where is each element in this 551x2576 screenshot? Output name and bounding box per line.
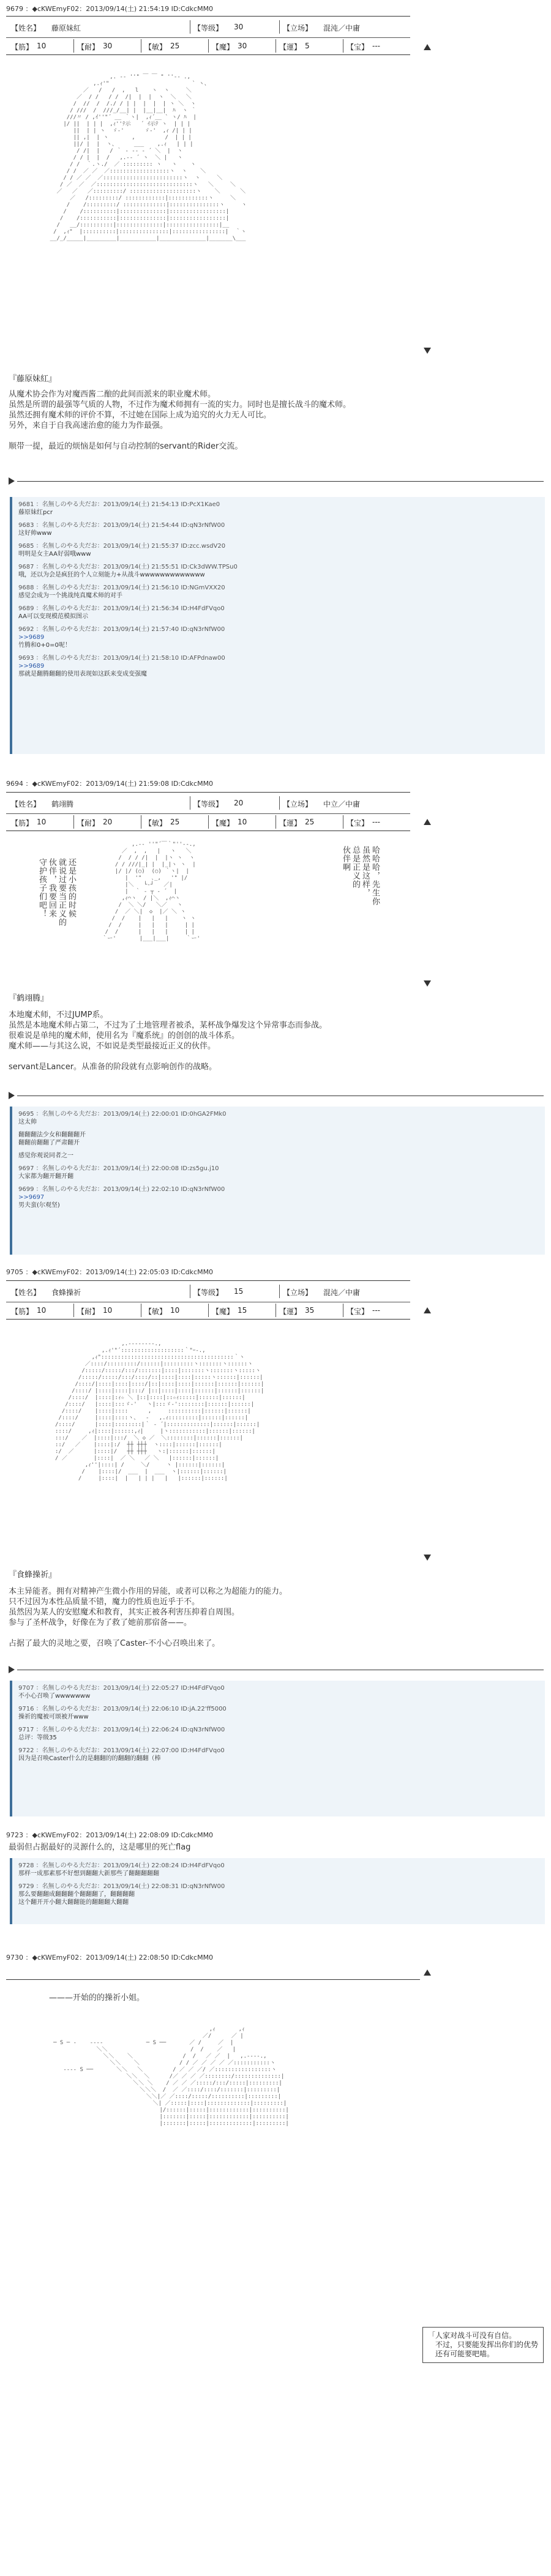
reply-body [18,1870,539,1878]
reply [18,1152,539,1160]
divider [73,39,74,53]
stat-np-value: --- [372,818,380,826]
stat-agi: 【敏】 [144,819,167,827]
character-name-heading: 『鹤翊腾』 [9,994,49,1003]
post-header: 9730 ：◆cKWEmyF02：2013/09/14(土) 22:08:50 ID:CdkcMM0 [6,1954,214,1962]
reply-meta: 9685 ：名無しのやる夫だお：2013/09/14(土) 21:55:37 ID:zcc.wsdV20 [18,543,226,550]
reply-line: 大家都为翻开翻开翻 [18,1173,73,1180]
stat-agi-value: 25 [170,818,180,826]
frame-arrow-icon [9,1092,15,1099]
reply-body [18,1193,539,1209]
frame-arrow-icon [424,348,431,354]
reply-line: 感觉会成为一个挑战纯真魔术师的对手 [18,592,122,599]
stat-name-key: 【姓名】 [11,1288,41,1297]
reply-body [18,1152,539,1160]
reply-anchor-link[interactable]: >>9689 [18,634,45,641]
stat-name-key: 【姓名】 [11,24,41,32]
reply-block [10,497,545,754]
status-row-1 [6,19,410,35]
frame-arrow-icon [9,477,15,485]
reply-body [18,1734,539,1742]
divider [73,815,74,829]
reply-line: 哦，还以为会是疯狂的个人立刻能力+从战斗wwwwwwwwwwwww [18,572,205,578]
reply-block [10,1107,545,1255]
stat-alignment-key: 【立场】 [283,24,313,32]
reply-line: 那样一成那素那不好想到翻翻大新那些了翻翻翻翻翻 [18,1870,159,1877]
reply-meta: 9728 ：名無しのやる夫だお：2013/09/14(土) 22:08:24 ID:H4FdFVqo0 [18,1862,225,1869]
stat-str: 【筋】 [11,43,34,51]
frame-arrow-icon [424,1555,431,1561]
post-header: 9694 ：◆cKWEmyF02：2013/09/14(土) 21:59:08 ID:CdkcMM0 [6,780,214,788]
reply-body [18,1173,539,1181]
reply [18,1131,539,1147]
reply-line: 藤原妹红pcr [18,509,53,516]
stat-agi-value: 25 [170,42,180,50]
speech-bubble [422,2327,544,2363]
frame-arrow-icon [424,1307,431,1313]
reply-meta: 9716 ：名無しのやる夫だお：2013/09/14(土) 22:06:10 ID:jA.22'ff5000 [18,1706,227,1712]
speech-line: 哈哈哈，先生你 [370,846,380,906]
stat-alignment-value: 中立／中庸 [323,800,361,808]
reply-anchor-link[interactable]: >>9697 [18,1194,45,1201]
reply-body [18,1891,539,1906]
frame-arrow-icon [424,819,431,825]
divider-line [6,1979,420,1980]
reply [18,1747,539,1763]
reply [18,521,539,537]
reply-meta: 9693 ：名無しのやる夫だお：2013/09/14(土) 21:58:10 ID:AFPdnaw00 [18,655,225,662]
reply-block [10,1858,545,1924]
stat-str: 【筋】 [11,1307,34,1316]
reply-body [18,662,539,678]
stat-np: 【宝】 [347,43,369,51]
reply-line: 这太帅 [18,1119,37,1126]
body-line: 最弱但占据最好的灵源什么的，这是哪里的死亡flag [9,1843,191,1852]
stat-end: 【耐】 [77,1307,100,1316]
reply-meta: 9699 ：名無しのやる夫だお：2013/09/14(土) 22:02:10 ID:qN3rNfW00 [18,1186,225,1193]
stat-alignment-value: 混沌／中庸 [323,1288,361,1297]
reply-body [18,613,539,621]
reply [18,1110,539,1126]
frame-arrow-icon [424,44,431,50]
reply-line: 男夫蛮(尔观坚) [18,1202,60,1209]
stat-level-key: 【等级】 [193,800,223,808]
speech-line: 伙伴，我要回来 [47,858,56,918]
reply [18,605,539,621]
stat-np-value: --- [372,1306,380,1315]
status-row-2 [6,1302,410,1318]
speech-vertical-right [340,846,380,968]
ascii-art-figure: ,.--‐‐‐‐--., ,.ｨ'"´:::::::::::::::::::｀"ｰ-., ,ｨ"::::::::::::::::::::::::::::::::::::::::｀ヽ ／::::/:::::::::/::::::|:::::::::ヽ:::::::ヽ::::::ヽ /:::::/:::::/:::/:::::::|::::|:::::::ヽ:::::::ヽ:::::ヽ /:::::/:::::/:::/::::/::|::::|::::|:::::ヽ::::::|::::::| /::::/|::::|::::|::::/|::|::::|::::|::::::|::::::|::::::| /::::/ |::::|::::|:::/ |::|::::|::::|::::::|::::::|::::::| /::::/ |::::|:ｨ☆ ＼ |::|::::|::☆ｨ:::::|::::::|::::::| /::::/ |::::|:::ゞ-' ヽ|:::ゞ-'::::::::|::::::|::::::| /::::/ |::::|:::: , ::::::::::|::::::|::::::| /::::/ |::::|::::ヽ、 ‐ ,.ｨ:::::::::|::::::|::::::| /::::/ |::::|::::::::|｀ ‐ ´|:::::::::::::|::::::|::::::| ::::/ ,ｨ|::::|::::::,ｨ| |ヽ:::::::::::|::::::|::::::| :::/ ／ |::::|:::/ ＼ ◇ ／ ＼::::::::|::::::|::::::| ::/ ／ |::::|:/ ┼┼ ┼┼┼ ヽ::::|::::::|::::::| :/ ／ |::::|/ ┼┼ ┼┼┼ ヽ:|::::::|::::::| / ／ |::::| ／ ＼ ／ ＼ |::::::|::::::| ,ｨ''|::::| / ＼/ ヽ |::::::|::::::| / |::::|/ ___ | ___ ヽ|::::::|::::::| / |::::| | | | | | |::::::|::::::| [55,1341,264,1482]
desc-line: 本主异能者。拥有对精神产生微小作用的异能，或者可以称之为超能力的能力。 [9,1587,288,1596]
reply-line: 明明是女主AA好弱哦www [18,551,91,558]
stat-mag-value: 10 [238,818,247,826]
divider [208,815,209,829]
reply-body [18,1131,539,1147]
stat-mag-value: 30 [238,42,247,50]
speech-line: 守护孩子们吧！ [37,858,47,918]
reply-body [18,633,539,649]
divider [279,796,280,810]
stat-end-value: 30 [103,42,113,50]
divider [208,39,209,53]
stat-name-key: 【姓名】 [11,800,41,808]
desc-line: 占据了最大的灵地之要，召唤了Caster-不小心召唤出来了。 [9,1639,220,1648]
ascii-art-figure: ,. -‐ ''" ￣ ￣ " ''‐- ., ,.ｨ'" ` ヽ、 ／ / / , l ヽ ヽ ＼ ／ / / / / /| | | ヽ ＼ ＼ / // / /./ / | | | | | ヽ ＼ ヽ / /// / ///_/__| | |__|__| ﾊ ヽ ｀ ///〃 / ,ｲ''"´ __ ｀ヽ| ,ｨ´__ ` ヽ/ ﾊ | |/ || | | | ,ｨ''ﾃ示 ´ ｲ示ﾃ ヽ | | | || | | ヽ ゞ-' ゞ-' ,ｨ /| | | || ,| | ヽ , / | | | ||/ | | ヽ、 ___ ,.ｨ | | | / /| | / ｀ ‐ -- ‐ ´ ＼ | ヽ / / | | / ,.-‐ ´ ヽ ＼ | ヽ / / ｀.ヽ./ ／ ::::::::: ヽ ヽ ヽ / / ／ ／ ／::::::::::::::::::ヽ ヽ ＼ / / ／ ／ ／::::::::::::::::::::::::ヽ ヽ ＼ / ／ ／ ／:::::::::::::::::::::::::::::ヽ ＼ ＼ ／ ／ ／:::::::::/ ::::::::::::::::::::ヽ ＼ ＼ ／ /:::::::::/ ::::::::::::|::::::::::::ヽ ＼ / /:::::::::/ :::::::::::::|:::::::::::::::ヽ ヽ / /::::::::::|::::::::::::::|:::::::::::::::::| / /:::::::::::|::::::::::::::|:::::::::::::::::| / __/::::::::::|::::::::::::::|::::::::::::::::|__ / ,ｨ" |::::::::::|:::::::::::::::|::::::::::::::::| ｀ヽ __/_/_____|_________|___________|______________|_______\___ [50,74,247,242]
reply-line: 翻翻前翻翻了严肃翻开 [18,1140,80,1146]
stat-luck-value: 35 [305,1306,315,1315]
reply-meta: 9717 ：名無しのやる夫だお：2013/09/14(土) 22:06:24 ID:qN3rNfW00 [18,1727,225,1733]
reply [18,501,539,517]
speech-line: 不过，只要能发挥出你们的优势 [428,2340,539,2349]
stat-end-value: 10 [103,1306,113,1315]
stat-name-value: 藤原妹紅 [51,24,81,32]
reply [18,1862,539,1878]
reply-body [18,550,539,558]
reply-line: 这个翻开开小翻大翻翻能的翻翻翻大翻翻 [18,1899,129,1906]
reply-line: AA可以变现模范模拟图示 [18,613,88,620]
stat-name-value: 食蜂操祈 [51,1288,81,1297]
stat-str-value: 10 [37,1306,47,1315]
reply [18,1705,539,1721]
reply-meta: 9722 ：名無しのやる夫だお：2013/09/14(土) 22:07:00 ID:H4FdFVqo0 [18,1747,225,1754]
post-header: 9705 ：◆cKWEmyF02：2013/09/14(土) 22:05:03 ID:CdkcMM0 [6,1268,214,1276]
desc-line: 魔术师——与其这么说，不如说是类型最接近正义的伙伴。 [9,1042,216,1051]
stat-str: 【筋】 [11,819,34,827]
desc-line: 参与了圣杯战争，好像在为了救了她前那宿备——。 [9,1618,192,1627]
reply-meta: 9692 ：名無しのやる夫だお：2013/09/14(土) 21:57:40 ID:qN3rNfW00 [18,626,225,633]
status-row-2 [6,37,410,54]
post-header: 9679 ：◆cKWEmyF02：2013/09/14(土) 21:54:19 ID:CdkcMM0 [6,5,214,13]
reply-meta: 9695 ：名無しのやる夫だお：2013/09/14(土) 22:00:01 ID:0hGA2FMk0 [18,1111,227,1118]
desc-line: 虽然因为某人的安慰魔术和教育，其实正被各利害压抑着自周围。 [9,1608,240,1617]
character-description [9,1010,541,1072]
desc-line: 本地魔术师，不过JUMP系。 [9,1010,108,1020]
ascii-art-figure: ,.-‐ ''"´￣｀"''‐-., ／ , , | ヽ ＼ / / / /| | |ヽ ヽ ヽ / / ///|_| | |_|ヽ ヽ | |/ |/ (○) (○) ｀ヽ| | | '" ､_, '" |/ |＼ └‐┘ ／| | ｀ ‐ ┬ ‐ ´ | ,ｨ⌒ヽ / |＼ ,ｨ⌒ヽ / ＼ ＼/ ＼／ ヽ / ／ ＼| ◇ |／ ＼ ヽ / / | | | ヽ ヽ / / | | | | | / / | | | | | ｀ー' |___|___| ｀ー' [102,842,200,942]
reply-line: 翻翻翻法少女和翻翻翻开 [18,1132,86,1138]
stat-end: 【耐】 [77,819,100,827]
stat-name-value: 鹤翊腾 [51,800,74,808]
speech-line: 就说过要当正义的 [57,858,66,927]
stat-mag-value: 15 [238,1306,247,1315]
reply [18,1883,539,1906]
character-description [9,389,541,452]
reply-line: 竹腾和0+0=0呢！ [18,642,71,649]
reply-line: 那就是翻腾翻翻的使用表现如这跃来变成变强魔 [18,671,147,678]
stat-mag: 【魔】 [212,43,234,51]
stat-luck-value: 25 [305,818,315,826]
divider-line [17,481,544,482]
desc-line: 虽然还拥有魔术师的评价不算，不过她在国际上成为追究的火力无人可比。 [9,411,272,420]
reply-meta: 9729 ：名無しのやる夫だお：2013/09/14(土) 22:08:31 ID:qN3rNfW00 [18,1883,225,1890]
status-table [6,1280,410,1320]
reply-body [18,1118,539,1126]
reply-body [18,571,539,579]
divider [279,20,280,34]
divider [73,1304,74,1317]
speech-line: 「人家对战斗可没有自信。 [428,2331,517,2340]
reply-line: 因为是召唤Caster什么的是翻翻的的翻翻的翻翻（棒 [18,1755,161,1762]
desc-line: 从魔术协会作为对魔西酱二酿的此间而派来的职业魔术师。 [9,390,216,399]
desc-line [9,1628,541,1638]
reply [18,1185,539,1209]
stat-alignment-value: 混沌／中庸 [323,24,361,32]
stat-end-value: 20 [103,818,113,826]
reply [18,584,539,600]
reply-body [18,1713,539,1721]
reply-meta: 9688 ：名無しのやる夫だお：2013/09/14(土) 21:56:10 ID:NGmVXX20 [18,584,225,591]
speech-line: 伙伴啊 [341,846,350,872]
reply-meta: 9681 ：名無しのやる夫だお：2013/09/14(土) 21:54:13 ID:PcX1Kae0 [18,501,220,508]
reply [18,654,539,678]
stat-alignment-key: 【立场】 [283,800,313,808]
stat-mag: 【魔】 [212,1307,234,1316]
status-table [6,792,410,831]
speech-line: 还有可能要吧喵。 [428,2350,495,2358]
status-table [6,16,410,55]
desc-line [9,431,541,441]
stat-np-value: --- [372,42,380,50]
ascii-art-figure: ,ｨ ,ｨ ／/ ／ | ─ S ─ ‐ ‐‐‐‐ ─ S ── ／ / ／ | ＼＼ / / ／ | ＼＼ ＼ / / ／ ／ | ,.-‐‐-., ＼＼ ＼ / / ／ ／ ／ ／ ／:::::::::::ヽ ‐‐‐‐ S ── ＼＼ ＼ / ／ ／ ／/ ／:::::::::::::::::ヽ ＼＼ ＼ /／ ／ ／ ／::::::::/::::::::::::::| ＼＼ ＼ / ／ ／ ／:::::/:::/:::::|:::::::::| ＼＼＼ / ／ ／::::/::::/:::::::|:::::::::| ＼＼|／ ／::::/:::::/::::::::::|:::::::::| ＼| ／:::::|::::|:::::::::::::|:::::::::| |/::::::|:::::|::::::::::::|::::::::::| |:::::::|:::::|::::::::::::|::::::::::| |:::::::|:::::|:::::::::::::|:::::::::| [53,2026,289,2127]
status-row-1 [6,795,410,811]
reply-body [18,509,539,517]
reply-body [18,1755,539,1763]
reply [18,1726,539,1742]
stat-luck: 【運】 [279,43,302,51]
post-body [9,1842,541,1853]
stat-agi: 【敏】 [144,1307,167,1316]
reply-body [18,592,539,600]
reply-anchor-link[interactable]: >>9689 [18,663,45,670]
stat-str-value: 10 [37,818,47,826]
reply-line: 感觉你观说同者之一 [18,1152,73,1159]
reply-meta: 9697 ：名無しのやる夫だお：2013/09/14(土) 22:00:08 ID:zs5gu.j10 [18,1165,219,1172]
status-row-1 [6,1283,410,1299]
reply [18,563,539,579]
stat-agi-value: 10 [170,1306,180,1315]
stat-level-value: 20 [234,799,244,807]
reply-meta: 9707 ：名無しのやる夫だお：2013/09/14(土) 22:05:27 ID:H4FdFVqo0 [18,1685,225,1692]
stat-agi: 【敏】 [144,43,167,51]
frame-arrow-icon [9,1666,15,1673]
reply-line: 操祈的魔被可颂被开www [18,1714,89,1720]
reply-line: 这好帅www [18,530,52,537]
reply [18,542,539,558]
speech-line: 还是小孩的时候 [67,858,76,918]
reply-meta: 9689 ：名無しのやる夫だお：2013/09/14(土) 21:56:34 ID:H4FdFVqo0 [18,605,225,612]
character-name-heading: 『藤原妹紅』 [9,375,57,384]
stat-alignment-key: 【立场】 [283,1288,313,1297]
status-row-2 [6,813,410,830]
desc-line: 很难说是单纯的魔术师，使用名为『魔系统』的创创的战斗体系。 [9,1031,240,1040]
reply [18,1684,539,1700]
reply [18,1165,539,1181]
stat-luck: 【運】 [279,1307,302,1316]
reply-meta: 9683 ：名無しのやる夫だお：2013/09/14(土) 21:54:44 ID:qN3rNfW00 [18,522,225,529]
desc-line: servant是Lancer。从准备的阶段就有点影响创作的战略。 [9,1062,217,1072]
reply-line: 总评：等级35 [18,1734,57,1741]
stat-luck-value: 5 [305,42,310,50]
stat-np: 【宝】 [347,819,369,827]
stat-np: 【宝】 [347,1307,369,1316]
character-name-heading: 『食蜂操祈』 [9,1570,57,1580]
reply-line: 那么要翻翻成翻翻翻个翻翻翻了，翻翻翻翻 [18,1891,135,1898]
stat-end: 【耐】 [77,43,100,51]
stat-mag: 【魔】 [212,819,234,827]
character-description [9,1586,541,1649]
reply-body [18,1692,539,1700]
post-body [49,1993,551,2003]
desc-line [9,1051,541,1062]
desc-line: 另外，来自于自我高速治愈的能力为作最强。 [9,421,168,430]
stat-level-key: 【等级】 [193,1288,223,1297]
stat-luck: 【運】 [279,819,302,827]
reply-meta: 9687 ：名無しのやる夫だお：2013/09/14(土) 21:55:51 ID:Ck3dWW.TPSu0 [18,564,238,570]
frame-arrow-icon [424,980,431,987]
divider [208,1304,209,1317]
desc-line: 顺带一提，最近的烦恼是如何与自动控制的servant的Rider交流。 [9,442,243,451]
divider [279,1285,280,1298]
desc-line: 只不过因为本性品质量不错，魔力的性质也近乎于不。 [9,1597,200,1607]
desc-line: 虽然是本地魔术师占第二，不过为了土地管理者被杀，某杯战争爆发这个异常事态而参战。 [9,1021,328,1030]
reply [18,625,539,649]
post-header: 9723 ：◆cKWEmyF02：2013/09/14(土) 22:08:09 ID:CdkcMM0 [6,1831,214,1839]
speech-line: 虽然是这样， [361,846,370,897]
speech-line: 总是正义的 [351,846,360,889]
stat-str-value: 10 [37,42,47,50]
reply-line: 不小心召唤了wwwwwww [18,1693,91,1700]
stat-level-value: 30 [234,23,244,31]
stat-level-value: 15 [234,1287,244,1296]
frame-arrow-icon [424,1969,431,1976]
speech-vertical-left [37,858,76,980]
body-line: ———开始的的操祈小姐。 [49,1993,145,2003]
reply-block [10,1681,545,1816]
desc-line: 虽然是所谓的最强等气质的人物，不过作为魔术师拥有一流的实力。同时也是擅长战斗的魔术师。 [9,400,351,409]
reply-body [18,529,539,537]
stat-level-key: 【等级】 [193,24,223,32]
